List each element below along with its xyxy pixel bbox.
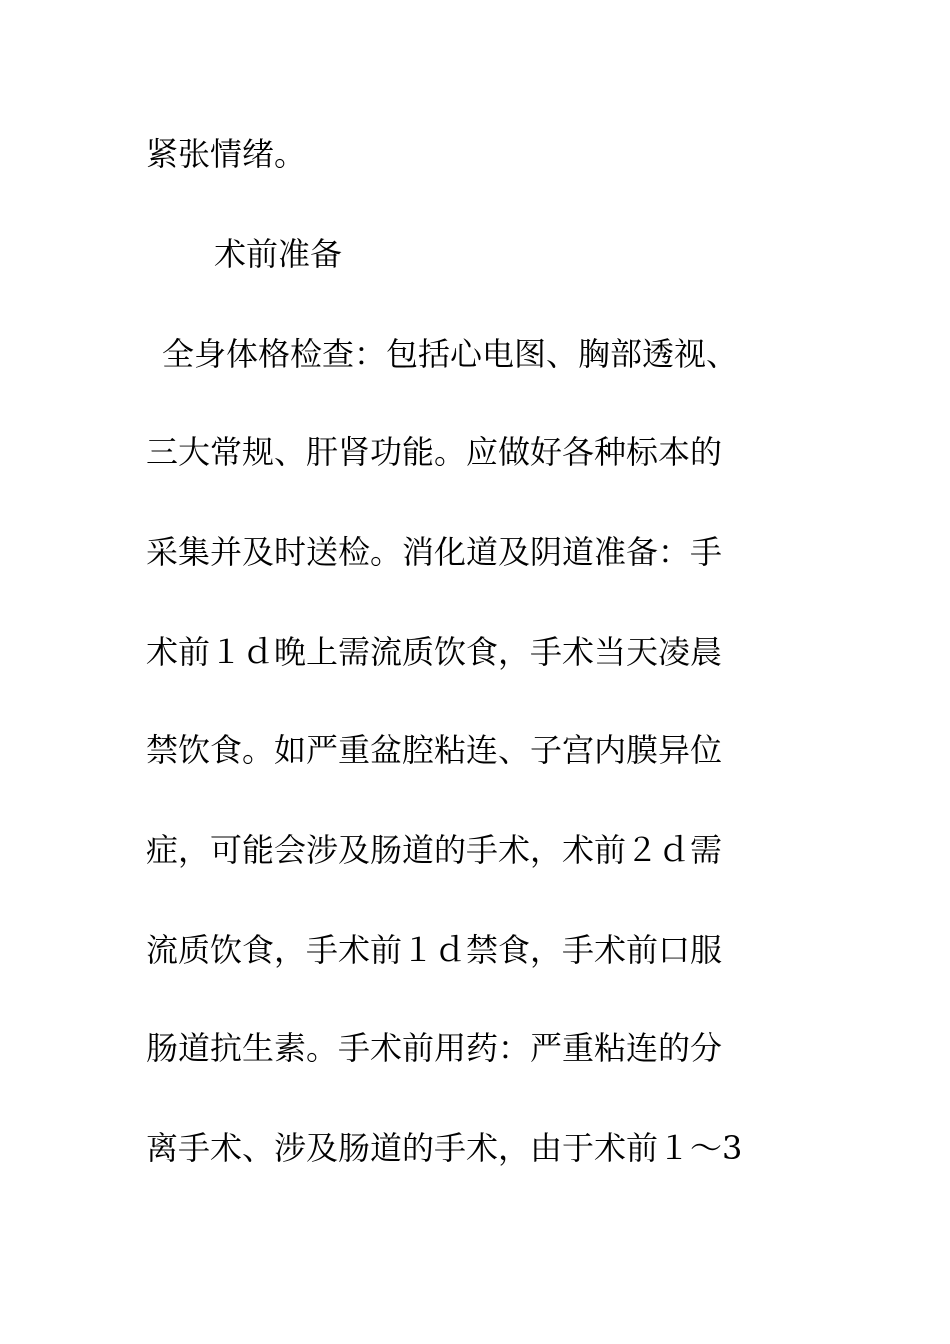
section-heading: 术前准备 — [214, 235, 343, 273]
text-line-10: 肠道抗生素。手术前用药：严重粘连的分 — [146, 1029, 723, 1067]
text-line-4: 三大常规、肝肾功能。应做好各种标本的 — [146, 433, 723, 471]
text-line-7: 禁饮食。如严重盆腔粘连、子宫内膜异位 — [146, 731, 723, 769]
text-line-5: 采集并及时送检。消化道及阴道准备：手 — [146, 533, 723, 571]
text-line-1: 紧张情绪。 — [146, 135, 307, 173]
text-line-3: 全身体格检查：包括心电图、胸部透视、 — [162, 335, 739, 373]
text-line-6: 术前１ｄ晚上需流质饮食，手术当天凌晨 — [146, 633, 723, 671]
text-line-9: 流质饮食，手术前１ｄ禁食，手术前口服 — [146, 931, 723, 969]
text-line-8: 症，可能会涉及肠道的手术，术前２ｄ需 — [146, 831, 723, 869]
text-line-11: 离手术、涉及肠道的手术，由于术前１～3 — [146, 1129, 743, 1167]
